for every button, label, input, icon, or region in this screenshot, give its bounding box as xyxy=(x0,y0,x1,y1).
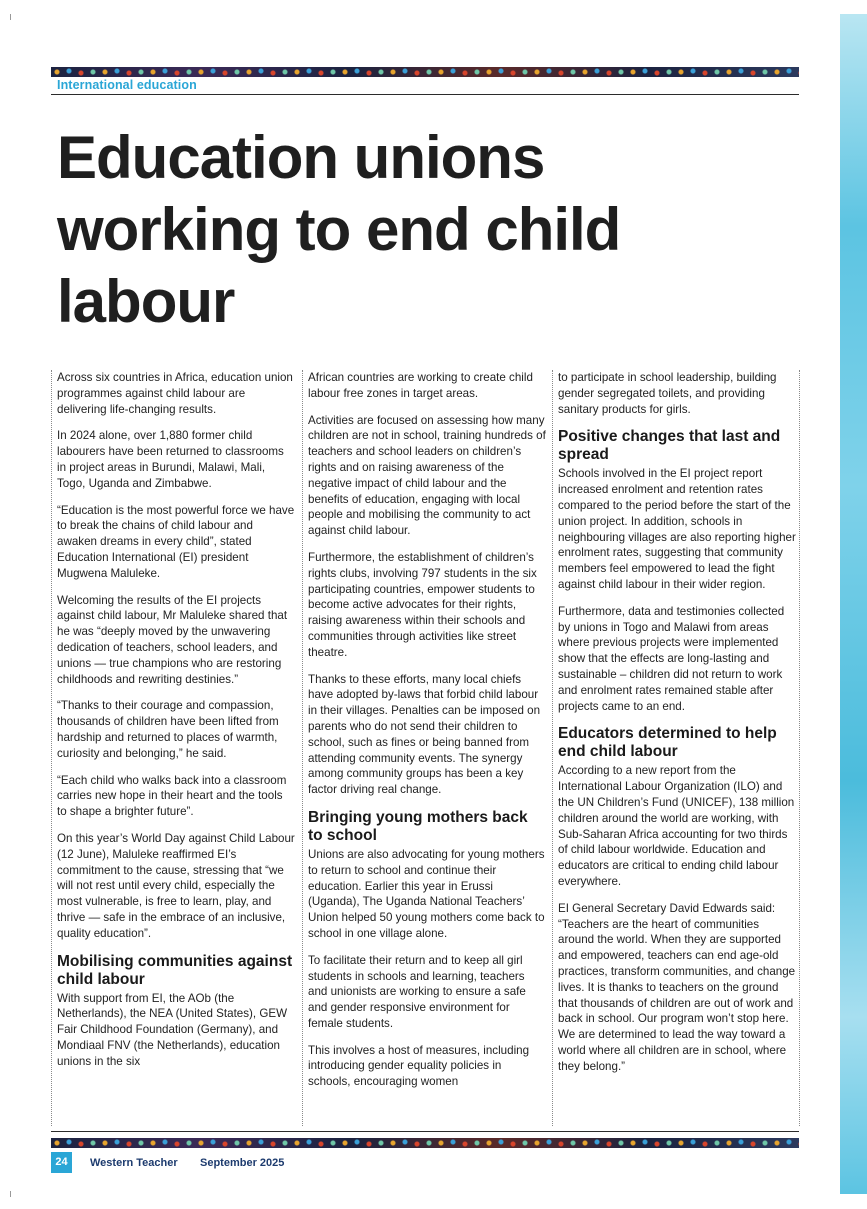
paragraph: On this year’s World Day against Child Labour (12 June), Maluleke reaffirmed EI’s commitment to the cause, stressing that “we will not rest until every child, especially the most vulnerable, is free to learn, play, and thrive — safe in the embrace of an inclusive, quality education”. xyxy=(57,831,295,940)
decorative-side-strip xyxy=(840,14,867,1194)
paragraph: Unions are also advocating for young mothers to return to school and continue their education. Earlier this year in Erussi (Uganda), The Uganda National Teachers’ Union helped 50 young mothers come back to school in one village alone. xyxy=(308,847,545,940)
publication-name: Western Teacher xyxy=(90,1157,178,1169)
paragraph: to participate in school leadership, building gender segregated toilets, and providing sanitary products for girls. xyxy=(558,371,777,416)
crop-mark xyxy=(10,14,11,20)
column-divider xyxy=(552,370,554,1126)
paragraph: According to a new report from the International Labour Organization (ILO) and the UN Children’s Fund (UNICEF), 138 million children around the world are working, with Sub-Saharan Africa accounting for two thirds of child labour worldwide. Education and educators are critical to ending child labour everywhere. xyxy=(558,764,795,888)
section-heading: Bringing young mothers back to school xyxy=(308,808,528,844)
section-heading: Positive changes that last and spread xyxy=(558,428,781,464)
paragraph: With support from EI, the AOb (the Netherlands), the NEA (United States), GEW Fair Childhood Foundation (Germany), and Mondiaal FNV (the Netherlands), education unions in the six xyxy=(57,991,288,1068)
section-heading: Educators determined to help end child labour xyxy=(558,725,777,761)
header-rule xyxy=(51,94,799,95)
decorative-pattern-band-top xyxy=(51,67,799,77)
paragraph: Activities are focused on assessing how many children are not in school, training hundreds of teachers and school leaders on children’s rights and on raising awareness of the negative impact of child labour and the benefits of education, engaging with local people and mobilising the community to act against child labour. xyxy=(308,413,546,538)
paragraph: Furthermore, the establishment of children’s rights clubs, involving 797 students in the six participating countries, empower students to become active advocates for their rights, raising awareness within their schools and communities through activities like street theatre. xyxy=(308,550,537,659)
paragraph: Across six countries in Africa, education union programmes against child labour are delivering life-changing results. xyxy=(57,371,293,416)
article-headline: Education unions working to end child labour xyxy=(57,124,621,335)
decorative-pattern-band-bottom xyxy=(51,1138,799,1148)
paragraph: This involves a host of measures, including introducing gender equality policies in schools, encouraging women xyxy=(308,1043,530,1089)
paragraph: EI General Secretary David Edwards said: “Teachers are the heart of communities around the world. When they are supported and empowered, teachers can end age-old practices, transform communities, and change lives. It is thanks to teachers on the ground that thousands of children are out of work and back in school. Our program won’t stop here. We are determined to lead the way toward a world where all children are in school, where they belong.” xyxy=(558,901,796,1073)
article-column-1 xyxy=(57,370,295,1126)
column-divider xyxy=(302,370,304,1126)
article-column-2 xyxy=(308,370,546,1126)
paragraph: African countries are working to create child labour free zones in target areas. xyxy=(308,371,533,400)
crop-mark xyxy=(10,1191,11,1197)
paragraph: “Thanks to their courage and compassion, thousands of children have been lifted from hardship and returned to places of warmth, curiosity and belonging,” he said. xyxy=(57,699,279,760)
paragraph: “Each child who walks back into a classroom carries new hope in their heart and the tools to shape a brighter future”. xyxy=(57,773,287,819)
column-divider xyxy=(799,370,801,1126)
paragraph: In 2024 alone, over 1,880 former child labourers have been returned to classrooms in project areas in Burundi, Malawi, Mali, Togo, Uganda and Zimbabwe. xyxy=(57,429,284,490)
paragraph: “Education is the most powerful force we have to break the chains of child labour and awaken dreams in every child”, stated Education International (EI) president Mugwena Maluleke. xyxy=(57,503,295,580)
issue-date: September 2025 xyxy=(200,1157,285,1169)
paragraph: To facilitate their return and to keep all girl students in schools and learning, teachers and unionists are working to ensure a safe and gender responsive environment for female students. xyxy=(308,953,526,1030)
paragraph: Thanks to these efforts, many local chiefs have adopted by-laws that forbid child labour in their villages. Penalties can be imposed on parents who do not send their children to school, such as fines or being banned from attending community events. The synergy among community groups has been a key factor driving real change. xyxy=(308,672,541,797)
paragraph: Furthermore, data and testimonies collected by unions in Togo and Malawi from areas where previous projects were implemented show that the effects are long-lasting and sustainable – children did not return to work and enrolment rates remained stable after projects came to an end. xyxy=(558,604,785,713)
section-heading: Mobilising communities against child labour xyxy=(57,952,293,988)
paragraph: Schools involved in the EI project report increased enrolment and retention rates compared to the period before the start of the union project. In addition, schools in neighbouring villages are also reporting higher enrolment rates, suggesting that community members feel empowered to lead the fight against child labour in their wider region. xyxy=(558,467,796,591)
footer-rule xyxy=(51,1131,799,1132)
section-label: International education xyxy=(57,78,197,92)
column-divider xyxy=(51,370,53,1126)
article-column-3 xyxy=(558,370,796,1126)
page-number: 24 xyxy=(51,1152,72,1173)
paragraph: Welcoming the results of the EI projects against child labour, Mr Maluleke shared that he was “deeply moved by the unwavering dedication of teachers, school leaders, and unions — true champions who are restoring childhoods and rewriting destinies.” xyxy=(57,593,288,686)
